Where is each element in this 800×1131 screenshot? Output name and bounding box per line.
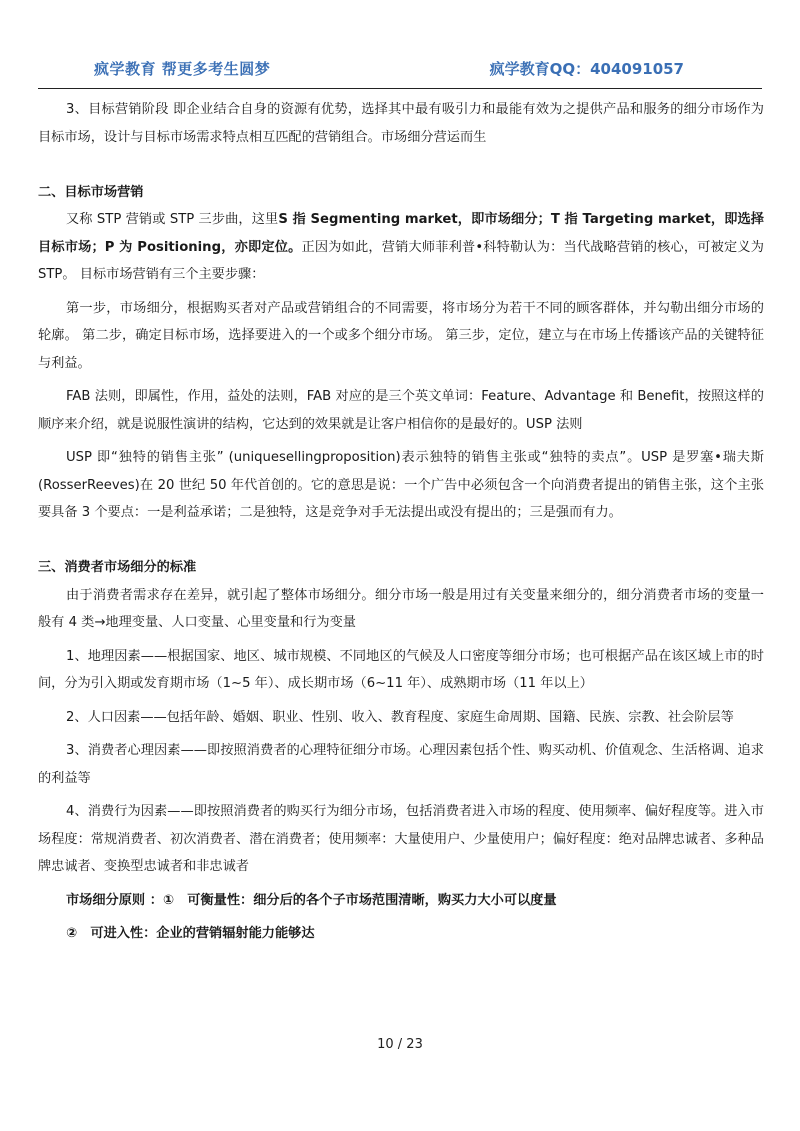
- list-item-demographic: 2、人口因素——包括年龄、婚姻、职业、性别、收入、教育程度、家庭生命周期、国籍、民族、宗教、社会阶层等: [66, 709, 734, 725]
- section-heading-segmentation: 三、消费者市场细分的标准: [38, 560, 197, 575]
- list-item-behavioral: 4、消费行为因素——即按照消费者的购买行为细分市场，包括消费者进入市场的程度、使用频率、偏好程度等。进入市场程度：常规消费者、初次消费者、潜在消费者；使用频率：大量使用户、少量使用户；偏好程度：绝对品牌忠诚者、多种品牌忠诚者、变换型忠诚者和非忠诚者: [38, 804, 764, 874]
- page-body: [38, 96, 764, 948]
- list-item-geographic: 1、地理因素——根据国家、地区、城市规模、不同地区的气候及人口密度等细分市场；也可根据产品在该区域上市的时间，分为引入期或发育期市场（1~5 年）、成长期市场（6~11 年）、成熟期市场（11 年以上）: [38, 648, 764, 691]
- stp-definition-bold: S 指 Segmenting market，即市场细分；T 指 Targeting market，即选择目标市场；P 为 Positioning，亦即定位。: [38, 212, 764, 255]
- stp-intro-text-a: 又称 STP 营销或 STP 三步曲，这里: [66, 212, 279, 227]
- header-contact: 疯学教育QQ：404091057: [489, 60, 684, 78]
- blank-line: [38, 151, 764, 179]
- list-item-psychographic: 3、消费者心理因素——即按照消费者的心理特征细分市场。心理因素包括个性、购买动机、价值观念、生活格调、追求的利益等: [38, 743, 764, 786]
- paragraph-stp-intro: [38, 206, 764, 289]
- paragraph-usp: USP 即“独特的销售主张” (uniquesellingproposition)表示独特的销售主张或“独特的卖点”。USP 是罗塞•瑞夫斯(RosserReeves)在 20 世纪 50 年代首创的。它的意思是说：一个广告中必须包含一个向消费者提出的销售主张，这个主张要具备 3 个要点：一是利益承诺；二是独特，这是竞争对手无法提出或没有提出的；三是强而有力。: [38, 450, 764, 520]
- principle-accessibility: ② 可进入性：企业的营销辐射能力能够达: [66, 926, 315, 941]
- blank-line: [38, 527, 764, 555]
- page-header: [38, 48, 762, 89]
- paragraph-target-marketing-stage: 3、目标营销阶段 即企业结合自身的资源有优势，选择其中最有吸引力和最能有效为之提供产品和服务的细分市场作为目标市场，设计与目标市场需求特点相互匹配的营销组合。市场细分营运而生: [38, 102, 764, 145]
- paragraph-fab: FAB 法则，即属性，作用，益处的法则，FAB 对应的是三个英文单词：Feature、Advantage 和 Benefit，按照这样的顺序来介绍，就是说服性演讲的结构，它达到的效果就是让客户相信你的是最好的。USP 法则: [38, 389, 764, 432]
- paragraph-segmentation-intro: 由于消费者需求存在差异，就引起了整体市场细分。细分市场一般是用过有关变量来细分的，细分消费者市场的变量一般有 4 类→地理变量、人口变量、心里变量和行为变量: [38, 587, 764, 630]
- paragraph-stp-steps: 第一步，市场细分，根据购买者对产品或营销组合的不同需要，将市场分为若干不同的顾客群体，并勾勒出细分市场的轮廓。 第二步，确定目标市场，选择要进入的一个或多个细分市场。 第三步，定位，建立与在市场上传播该产品的关键特征与利益。: [38, 300, 764, 371]
- principle-measurability: 市场细分原则 ：① 可衡量性：细分后的各个子市场范围清晰，购买力大小可以度量: [66, 892, 557, 908]
- header-slogan: 疯学教育 帮更多考生圆梦: [94, 60, 271, 78]
- page-number: 10 / 23: [377, 1037, 423, 1052]
- section-heading-stp: 二、目标市场营销: [38, 184, 144, 200]
- stp-intro-text-b: 正因为如此，营销大师菲利普•科特勒认为：当代战略营销的核心，可被定义为 STP。 目标市场营销有三个主要步骤：: [38, 239, 764, 282]
